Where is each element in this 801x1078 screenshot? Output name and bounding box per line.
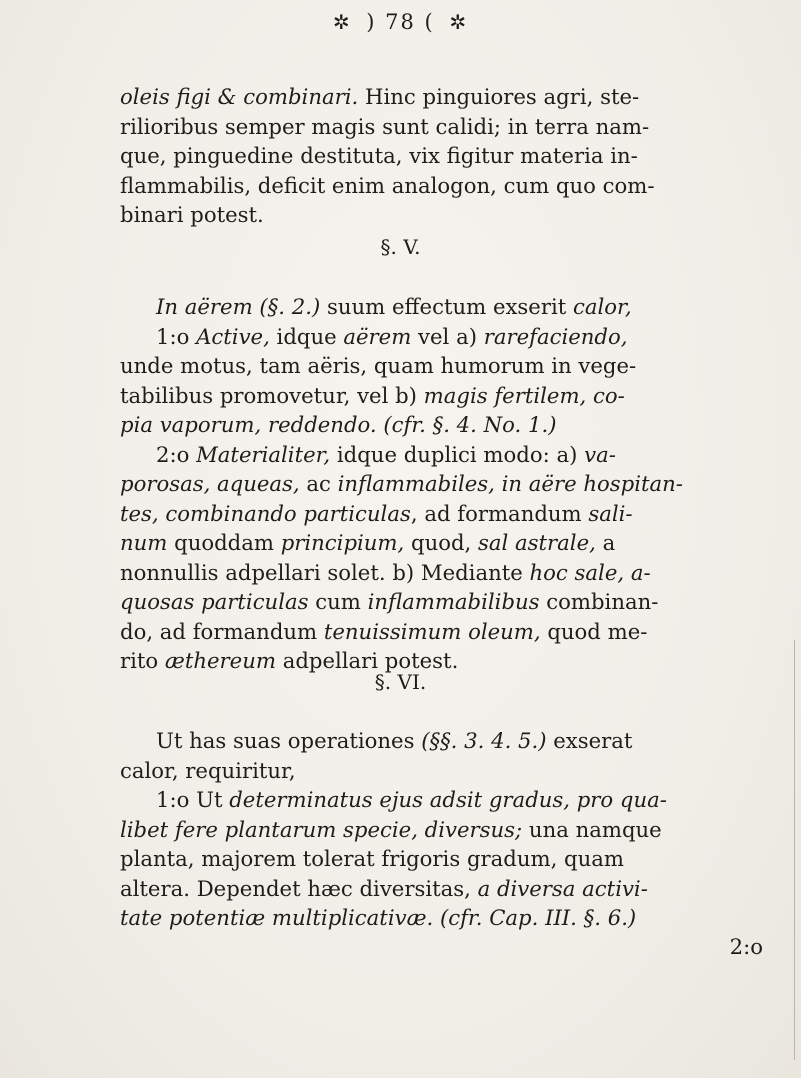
- text-line: [120, 141, 775, 171]
- text-line: [120, 874, 775, 904]
- italic-run: va-: [584, 441, 616, 467]
- text-run: vel a): [411, 323, 484, 349]
- italic-run: tate potentiæ multiplicativæ. (cfr. Cap. III. §. 6.): [120, 905, 637, 930]
- italic-run: libet fere plantarum specie, diversus;: [120, 816, 523, 842]
- page-edge-shadow: [794, 640, 795, 1060]
- text-line: [120, 292, 775, 322]
- text-line: [120, 351, 775, 381]
- text-run: idque duplici modo: a): [330, 441, 585, 467]
- italic-run: inflammabilibus: [367, 589, 540, 614]
- italic-run: rarefaciendo,: [483, 323, 628, 349]
- text-run: una namque: [522, 816, 662, 842]
- italic-run: combinari.: [243, 84, 359, 109]
- text-run: exserat: [546, 728, 633, 753]
- text-line: [120, 617, 775, 647]
- text-run: a: [595, 530, 616, 555]
- italic-run: determinatus ejus adsit gradus, pro qua-: [229, 787, 667, 812]
- text-run: quod,: [404, 530, 478, 555]
- paragraph-1: [120, 82, 775, 230]
- text-run: tabilibus promovetur, vel b): [120, 382, 424, 408]
- italic-run: tes, combinando particulas: [120, 500, 411, 526]
- catchword-block: [120, 932, 775, 962]
- text-line: [120, 726, 775, 756]
- text-run: adpellari potest.: [275, 648, 459, 673]
- italic-run: inflammabiles, in aëre hospitan-: [337, 471, 683, 496]
- text-line: [120, 903, 775, 933]
- text-run: que, pinguedine destituta, vix figitur materia in-: [120, 143, 638, 168]
- text-run: calor, requiritur,: [120, 757, 296, 783]
- text-run: flammabilis, deficit enim analogon, cum quo com-: [120, 172, 655, 198]
- text-run: ac: [299, 471, 338, 496]
- italic-run: In aërem (§. 2.): [156, 294, 321, 319]
- italic-run: sal astrale,: [478, 530, 596, 555]
- text-run: combinan-: [539, 589, 659, 614]
- right-ornament-icon: ✲: [449, 10, 469, 34]
- italic-run: calor,: [573, 294, 632, 319]
- text-run: do, ad formandum: [120, 618, 324, 644]
- text-line: [120, 756, 775, 786]
- italic-run: hoc sale, a-: [529, 559, 651, 585]
- text-run: binari potest.: [120, 202, 264, 227]
- text-line: [120, 200, 775, 230]
- italic-run: quosas particulas: [120, 589, 309, 614]
- text-line: [120, 587, 775, 617]
- italic-run: Materialiter,: [196, 441, 331, 467]
- italic-run: tenuissimum oleum,: [323, 618, 541, 644]
- text-run: quod me-: [540, 618, 648, 644]
- text-run: 2:o: [156, 441, 197, 467]
- section-heading-v: §. V.: [380, 235, 421, 259]
- text-run: planta, majorem tolerat frigoris gradum, quam: [120, 846, 624, 871]
- text-run: nonnullis adpellari solet. b) Mediante: [120, 559, 530, 585]
- italic-run: æthereum: [164, 648, 276, 673]
- text-line: [120, 528, 775, 558]
- running-header: [0, 10, 801, 34]
- text-line: [120, 844, 775, 874]
- italic-run: sali-: [588, 500, 633, 526]
- text-run: Ut has suas operationes: [156, 728, 422, 753]
- text-line: [120, 440, 775, 470]
- left-ornament-icon: ✲: [332, 10, 352, 34]
- text-line: [120, 410, 775, 440]
- italic-run: aërem: [343, 323, 412, 349]
- text-line: [120, 469, 775, 499]
- paragraph-3: [120, 726, 775, 933]
- text-run: suum effectum exserit: [320, 294, 573, 319]
- text-run: rilioribus semper magis sunt calidi; in terra nam-: [120, 113, 650, 139]
- italic-run: Active,: [196, 323, 270, 349]
- italic-run: porosas, aqueas,: [120, 471, 300, 496]
- text-line: [120, 322, 775, 352]
- italic-run: oleis figi: [120, 84, 218, 109]
- italic-run: a diversa activi-: [477, 875, 648, 901]
- text-line: [120, 381, 775, 411]
- italic-run: pia vaporum, reddendo. (cfr. §. 4. No. 1.): [120, 412, 557, 437]
- text-run: 1:o: [156, 323, 197, 349]
- text-run: quoddam: [167, 530, 281, 555]
- paragraph-2: [120, 292, 775, 676]
- text-run: altera. Dependet hæc diversitas,: [120, 875, 478, 901]
- text-line: [120, 785, 775, 815]
- section-heading-vi: §. VI.: [374, 670, 427, 694]
- page-number: ) 78 (: [366, 10, 435, 34]
- text-line: [120, 82, 775, 112]
- italic-run: (§§. 3. 4. 5.): [421, 728, 547, 753]
- text-run: 1:o Ut: [156, 787, 230, 812]
- italic-run: num: [120, 530, 168, 555]
- text-line: [120, 558, 775, 588]
- text-run: , ad formandum: [410, 500, 589, 526]
- text-line: [120, 112, 775, 142]
- italic-run: &: [217, 84, 244, 109]
- text-run: Hinc pinguiores agri, ste-: [358, 84, 640, 109]
- text-line: [120, 171, 775, 201]
- text-run: idque: [269, 323, 344, 349]
- text-run: cum: [308, 589, 368, 614]
- text-line: [120, 499, 775, 529]
- text-run: rito: [120, 648, 165, 673]
- text-line: [120, 815, 775, 845]
- catchword: 2:o: [729, 934, 763, 959]
- italic-run: magis fertilem, co-: [423, 382, 625, 408]
- text-run: unde motus, tam aëris, quam humorum in vege-: [120, 353, 637, 378]
- italic-run: principium,: [280, 530, 405, 555]
